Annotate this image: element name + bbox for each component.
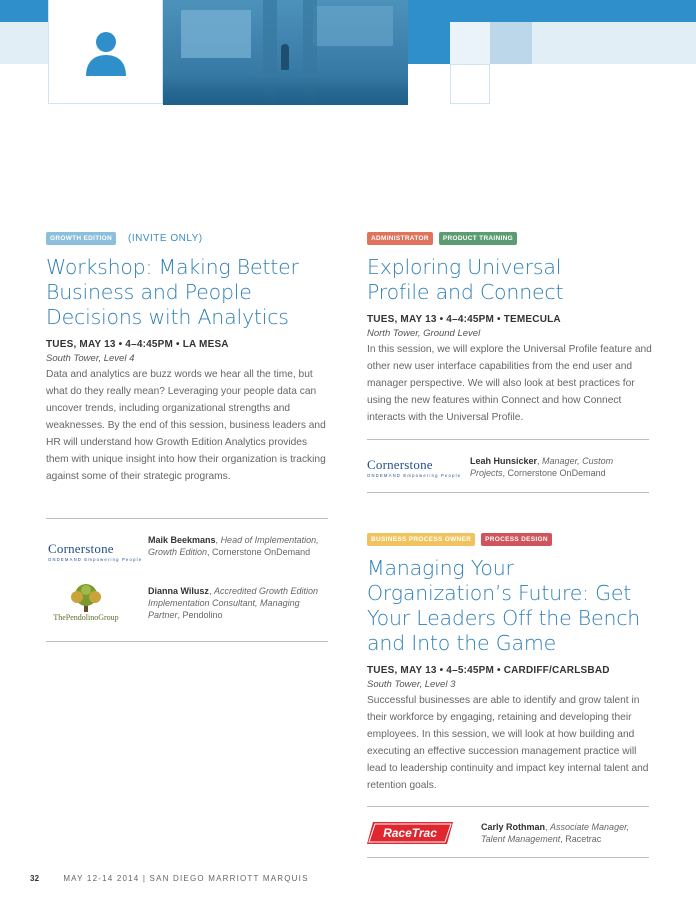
badge-process-design: PROCESS DESIGN xyxy=(481,533,552,546)
session-time: TUES, MAY 13 • 4–4:45PM • LA MESA xyxy=(46,339,229,350)
badge-business-process-owner: BUSINESS PROCESS OWNER xyxy=(367,533,475,546)
photo-screen xyxy=(181,10,251,58)
banner-tile xyxy=(450,64,490,104)
header-banner xyxy=(0,0,696,110)
speaker-org: Pendolino xyxy=(182,610,223,620)
session-badges xyxy=(46,231,328,245)
speaker-name: Maik Beekmans xyxy=(148,535,216,545)
speaker-name: Leah Hunsicker xyxy=(470,456,538,466)
session-title xyxy=(367,556,652,656)
speaker-entry: Maik Beekmans, Head of Implementation, Growth Edition, Cornerstone OnDemand xyxy=(148,535,319,557)
speaker-entry: Dianna Wilusz, Accredited Growth Edition Implementation Consultant, Managing Partner, Pendolino xyxy=(148,586,319,620)
session-location: North Tower, Ground Level xyxy=(367,328,481,339)
logo-text: RaceTrac xyxy=(383,826,437,840)
cornerstone-logo xyxy=(48,541,142,562)
conference-photo xyxy=(163,0,408,105)
title-line: Exploring Universal xyxy=(367,255,562,279)
photo-speaker xyxy=(281,44,289,70)
speaker-org: Racetrac xyxy=(565,834,602,844)
speaker-name: Dianna Wilusz xyxy=(148,586,209,596)
session-universal-profile xyxy=(367,231,652,426)
speakers-panel xyxy=(367,806,649,858)
session-time: TUES, MAY 13 • 4–5:45PM • CARDIFF/CARLSBAD xyxy=(367,665,610,676)
banner-tile xyxy=(450,22,490,64)
logo-tagline: ONDEMAND Empowering People xyxy=(48,557,143,562)
page-footer xyxy=(30,874,309,883)
speaker-org: Cornerstone OnDemand xyxy=(212,547,311,557)
session-badges xyxy=(367,231,652,245)
session-succession xyxy=(367,532,652,794)
banner-tile xyxy=(532,22,696,64)
logo-tagline: ONDEMAND Empowering People xyxy=(367,473,462,478)
session-title xyxy=(367,255,652,305)
session-description: In this session, we will explore the Universal Profile feature and other new user interface capabilities from the end user and manager perspective. We will also look at best practices for using the new features within Connect and how Connect interacts with the Universal Profile. xyxy=(367,344,652,423)
photo-audience xyxy=(163,75,408,105)
session-location: South Tower, Level 4 xyxy=(46,353,135,364)
badge-product-training: PRODUCT TRAINING xyxy=(439,232,517,245)
logo-text: Cornerstone xyxy=(367,457,433,472)
banner-tile xyxy=(0,0,48,22)
session-title xyxy=(46,255,328,330)
photo-screen xyxy=(313,6,393,46)
tree-icon xyxy=(46,583,126,613)
logo-text: ThePendolinoGroup xyxy=(53,613,119,622)
banner-tile xyxy=(490,22,532,64)
banner-tile xyxy=(0,22,48,64)
pendolino-logo xyxy=(46,583,126,627)
badge-administrator: ADMINISTRATOR xyxy=(367,232,433,245)
speaker-role: Head of Implementation, Growth Edition xyxy=(148,535,319,557)
session-time: TUES, MAY 13 • 4–4:45PM • TEMECULA xyxy=(367,314,561,325)
banner-tile xyxy=(408,22,450,64)
avatar-box xyxy=(48,0,163,104)
speakers-panel xyxy=(46,518,328,642)
title-line: Workshop: Making Better xyxy=(46,255,299,279)
speaker-entry: Carly Rothman, Associate Manager, Talent Management, Racetrac xyxy=(481,822,630,844)
session-location: South Tower, Level 3 xyxy=(367,679,456,690)
user-silhouette-icon xyxy=(82,28,130,76)
session-description: Successful businesses are able to identify and grow talent in their workforce by engaging, retaining and developing their employees. In this session, we will look at how building and executing an effective succession management practice will lead to leadership continuity and impact key internal talent and retention goals. xyxy=(367,695,649,791)
racetrac-logo xyxy=(367,822,453,844)
session-workshop xyxy=(46,231,328,485)
page-number: 32 xyxy=(30,874,40,883)
speakers-panel xyxy=(367,439,649,493)
session-badges xyxy=(367,532,652,546)
cornerstone-logo xyxy=(367,457,461,478)
speaker-role: Manager, Custom Projects xyxy=(470,456,614,478)
session-description: Data and analytics are buzz words we hear all the time, but what do they really mean? Leveraging your people data can uncover trends, including organizational strengths and weaknesses. By the end of this session, business leaders and HR will understand how Growth Edition Analytics provides them with unique insight into how their organization is tracking against some of their strategic programs. xyxy=(46,369,326,482)
title-line: Organization’s Future: Get xyxy=(367,581,632,605)
speaker-role: Accredited Growth Edition Implementation Consultant, Managing Partner xyxy=(148,586,319,620)
title-line: Your Leaders Off the Bench xyxy=(367,606,641,630)
title-line: Decisions with Analytics xyxy=(46,305,289,329)
invite-only-label: (INVITE ONLY) xyxy=(127,232,203,244)
banner-tile xyxy=(408,0,696,22)
logo-text: Cornerstone xyxy=(48,541,114,556)
title-line: and Into the Game xyxy=(367,631,557,655)
badge-growth-edition: GROWTH EDITION xyxy=(46,232,116,245)
speaker-name: Carly Rothman xyxy=(481,822,546,832)
speaker-org: Cornerstone OnDemand xyxy=(507,468,606,478)
title-line: Business and People xyxy=(46,280,252,304)
title-line: Managing Your xyxy=(367,556,514,580)
event-info: MAY 12-14 2014 | SAN DIEGO MARRIOTT MARQUIS xyxy=(63,874,309,883)
title-line: Profile and Connect xyxy=(367,280,564,304)
speaker-entry: Leah Hunsicker, Manager, Custom Projects, Cornerstone OnDemand xyxy=(470,456,614,478)
speaker-role: Associate Manager, Talent Management xyxy=(481,822,630,844)
